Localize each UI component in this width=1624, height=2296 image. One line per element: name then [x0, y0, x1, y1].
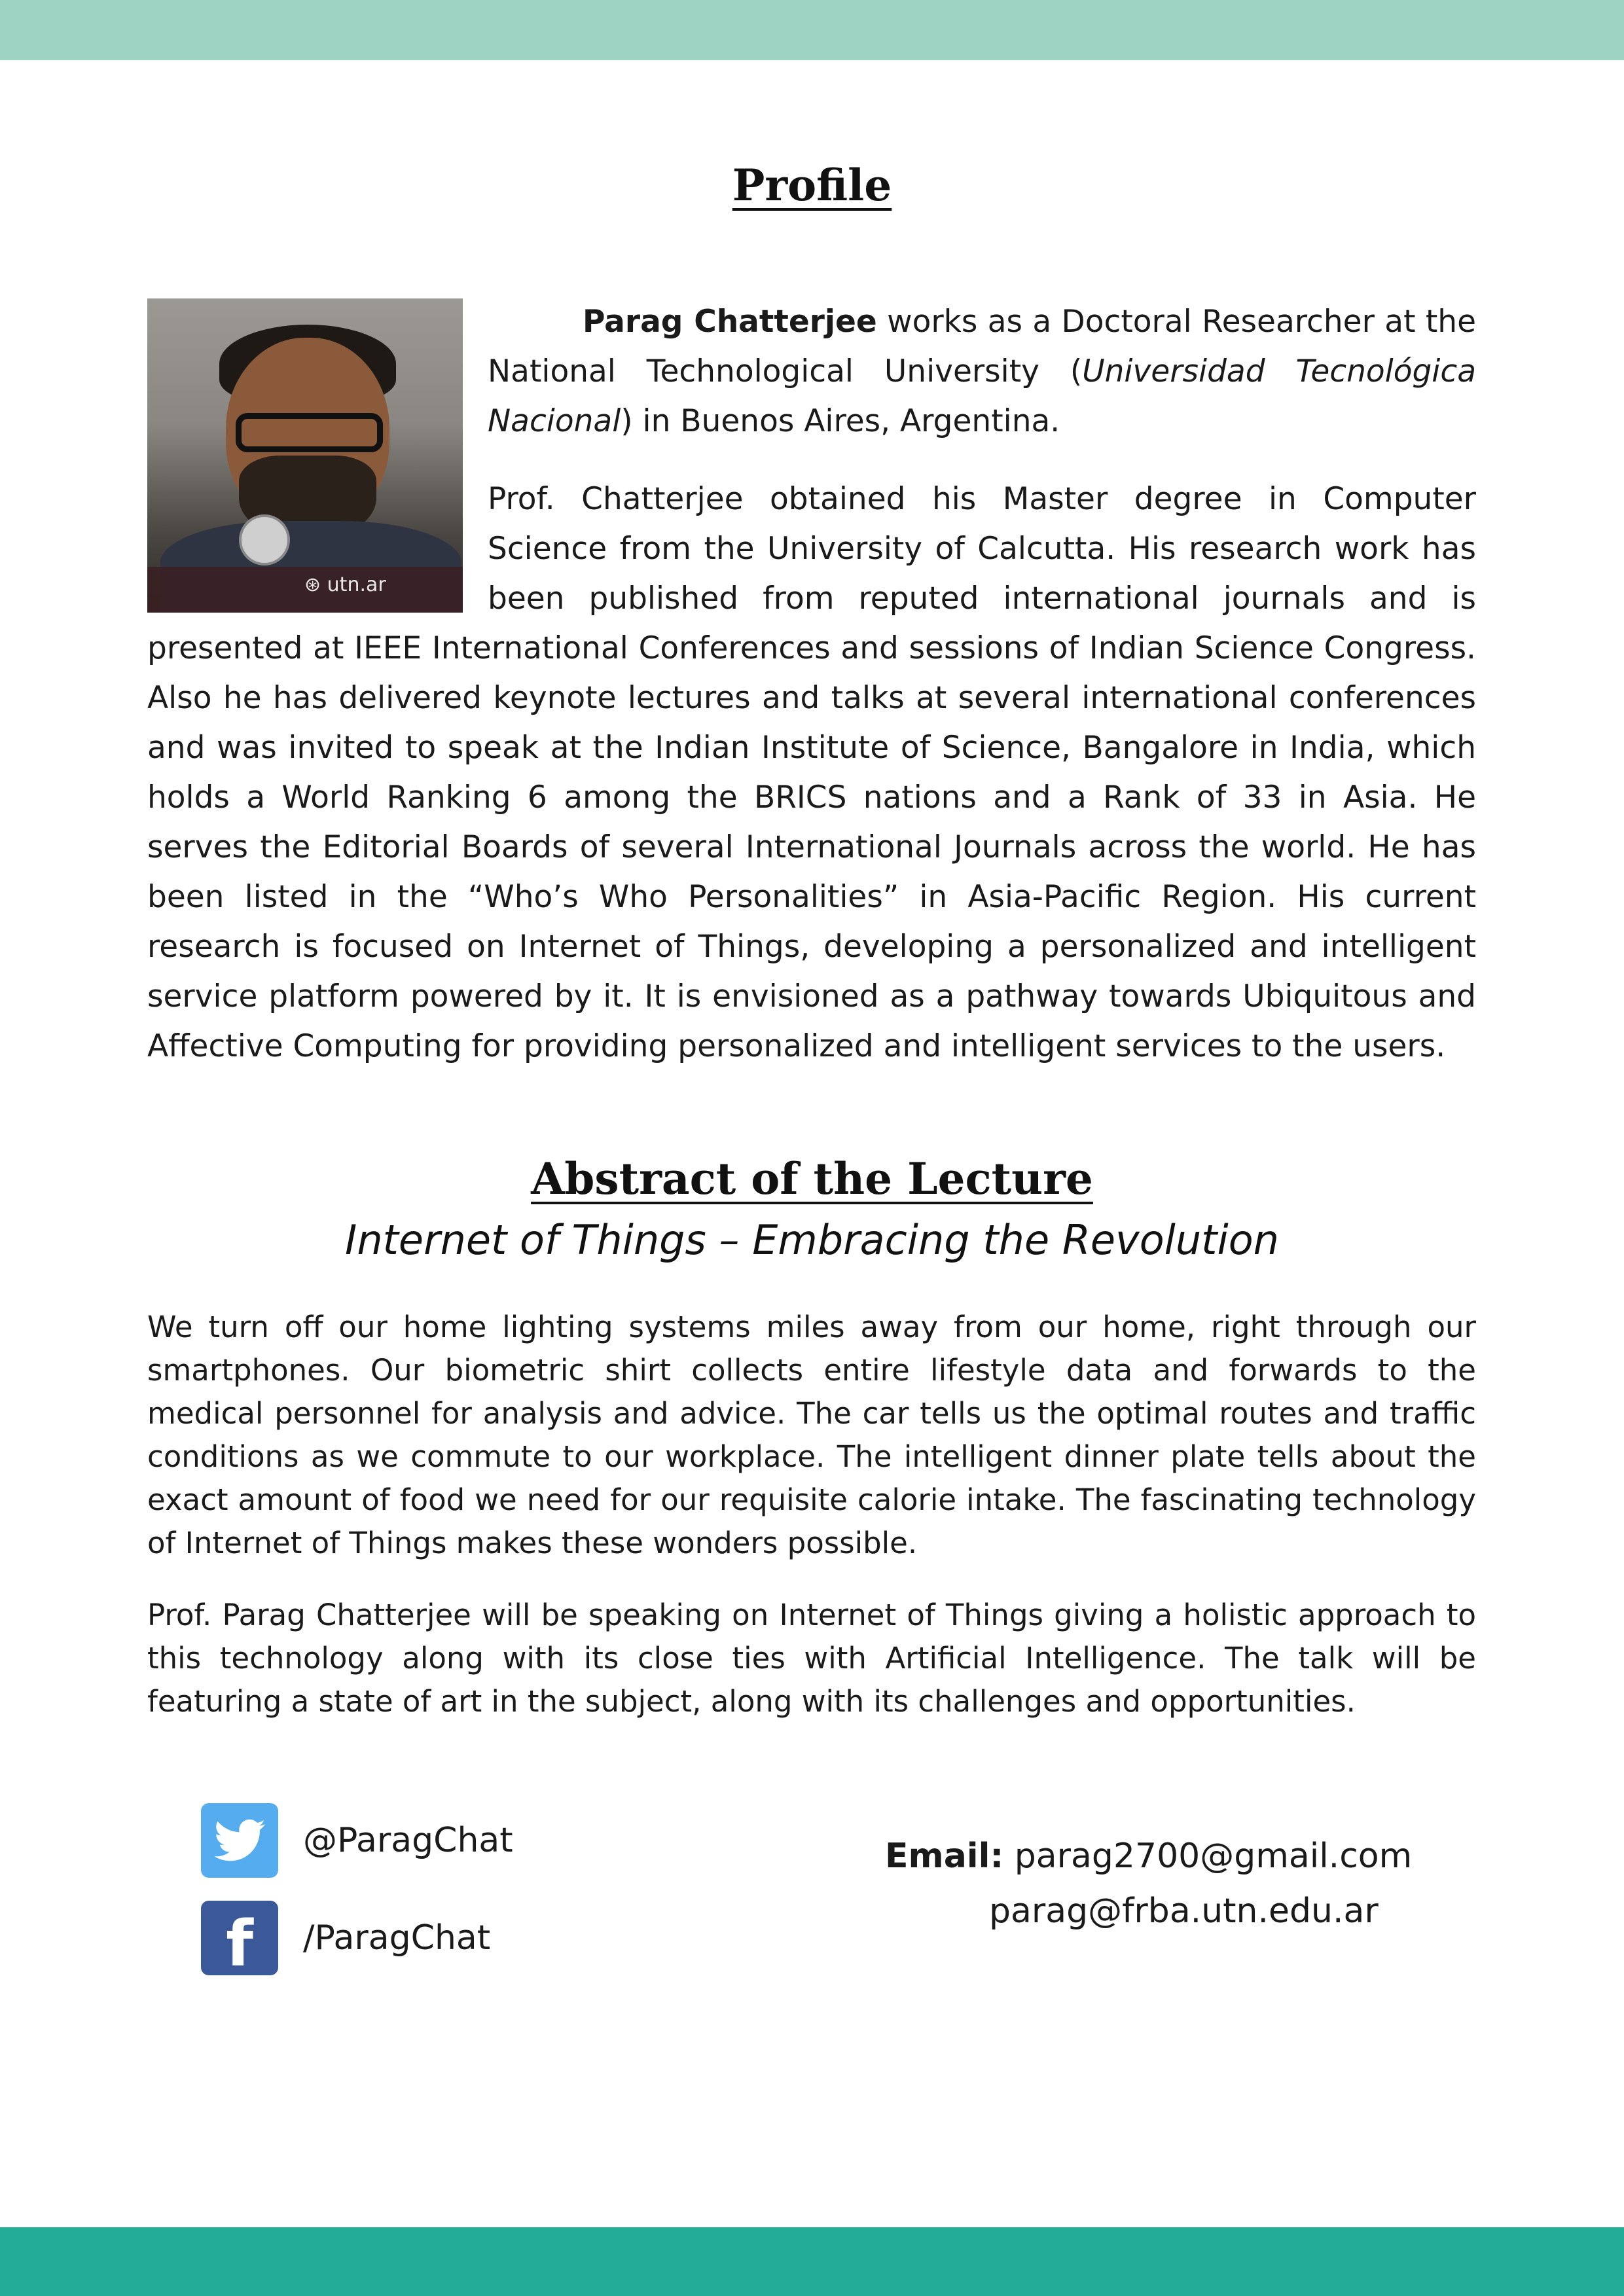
- profile-intro-paragraph: [488, 297, 1476, 446]
- bottom-color-band: [0, 2227, 1624, 2296]
- facebook-contact[interactable]: [201, 1901, 491, 1981]
- intro-text-b: ) in Buenos Aires, Argentina.: [621, 403, 1060, 439]
- top-color-band: [0, 0, 1624, 60]
- email-label: Email:: [885, 1837, 1004, 1876]
- university-spanish-name: Universidad Tecnológica Nacional: [488, 353, 1476, 439]
- profile-bio-paragraph: Prof. Chatterjee obtained his Master degree in Computer Science from the University of Calcutta. His research work has been published from reputed international journals and is presented at IEEE International Conferences and sessions of Indian Science Congress. Also he has delivered keynote lectures and talks at several international conferences and was invited to speak at the Indian Institute of Science, Bangalore in India, which holds a World Ranking 6 among the BRICS nations and a Rank of 33 in Asia. He serves the Editorial Boards of several International Journals across the world. He has been listed in the “Who’s Who Personalities” in Asia-Pacific Region. His current research is focused on Internet of Things, developing a personalized and intelligent service platform powered by it. It is envisioned as a pathway towards Ubiquitous and Affective Computing for providing personalized and intelligent services to the users.: [147, 481, 1476, 1064]
- abstract-paragraph-1: We turn off our home lighting systems miles away from our home, right through our smartphones. Our biometric shirt collects entire lifestyle data and forwards to the medical personnel for analysis and advice. The car tells us the optimal routes and traffic conditions as we commute to our workplace. The intelligent dinner plate tells about the exact amount of food we need for our requisite calorie intake. The fascinating technology of Internet of Things makes these wonders possible.: [147, 1310, 1476, 1560]
- intro-text-a: works as a Doctoral Researcher at the National Technological University (: [488, 304, 1477, 389]
- facebook-handle[interactable]: /ParagChat: [303, 1918, 491, 1958]
- profile-bio-block: [147, 475, 1476, 1071]
- email-address-2[interactable]: parag@frba.utn.edu.ar: [989, 1892, 1379, 1931]
- twitter-icon[interactable]: [201, 1803, 278, 1878]
- abstract-heading: Abstract of the Lecture: [531, 1153, 1093, 1204]
- twitter-handle[interactable]: @ParagChat: [303, 1821, 513, 1860]
- profile-heading: Profile: [732, 160, 892, 211]
- utn-logo: ⊛ utn.ar: [304, 573, 386, 596]
- email-address-1[interactable]: parag2700@gmail.com: [1014, 1837, 1413, 1876]
- facebook-glyph: f: [226, 1907, 253, 1981]
- talk-title: Internet of Things – Embracing the Revolution: [345, 1216, 1279, 1264]
- abstract-paragraph-2: Prof. Parag Chatterjee will be speaking on Internet of Things giving a holistic approach to this technology along with its close ties with Artificial Intelligence. The talk will be featuring a state of art in the subject, along with its challenges and opportunities.: [147, 1598, 1476, 1719]
- email-line-1: [885, 1837, 1412, 1876]
- speaker-name: Parag Chatterjee: [583, 304, 877, 340]
- twitter-contact[interactable]: [201, 1803, 513, 1878]
- facebook-icon[interactable]: [201, 1901, 278, 1981]
